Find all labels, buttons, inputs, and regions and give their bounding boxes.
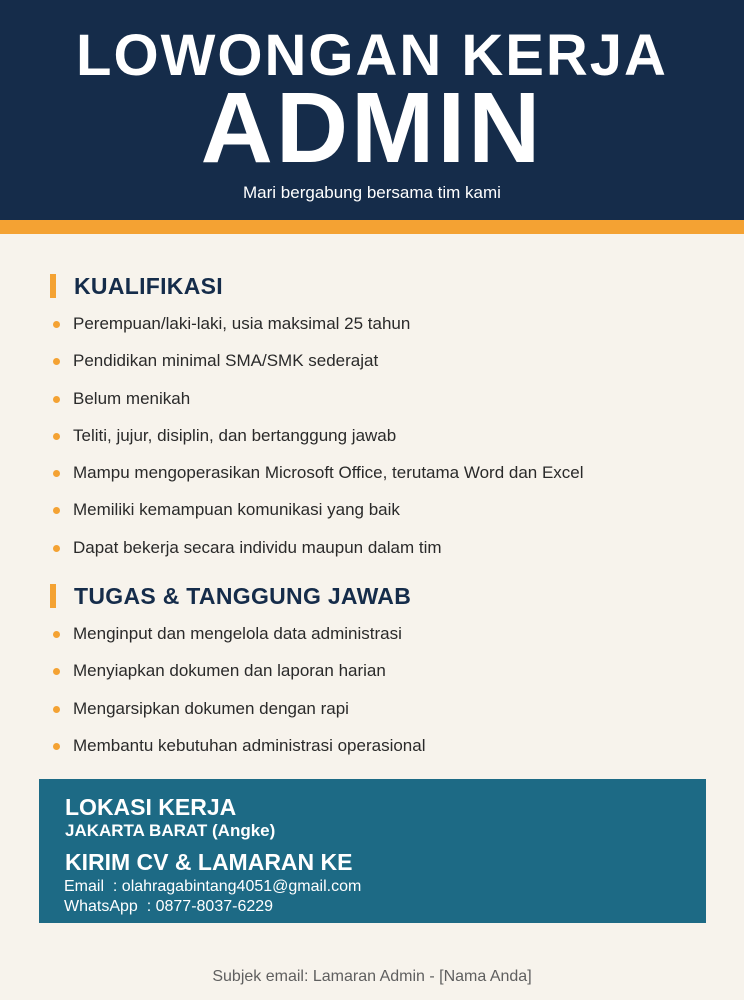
bullet-dot-icon — [53, 433, 60, 440]
list-item — [50, 623, 425, 660]
duties-heading: TUGAS & TANGGUNG JAWAB — [74, 582, 412, 609]
bullet-dot-icon — [53, 470, 60, 477]
list-item — [50, 388, 584, 425]
list-item — [50, 660, 425, 697]
list-item-text: Menginput dan mengelola data administrasi — [73, 624, 402, 643]
list-item-text: Mampu mengoperasikan Microsoft Office, terutama Word dan Excel — [73, 463, 584, 483]
qualifications-heading: KUALIFIKASI — [74, 272, 223, 299]
bullet-dot-icon — [53, 358, 60, 365]
list-item — [50, 425, 584, 462]
list-item — [50, 735, 425, 772]
list-item-text: Belum menikah — [73, 388, 191, 408]
location-heading: LOKASI KERJA — [65, 794, 237, 820]
section-marker — [50, 584, 56, 608]
list-item — [50, 313, 584, 350]
list-item — [50, 350, 584, 387]
location-value: JAKARTA BARAT (Angke) — [65, 821, 276, 840]
bullet-dot-icon — [53, 396, 60, 403]
section-qualifications-title — [50, 272, 223, 300]
list-item — [50, 499, 584, 536]
apply-heading: KIRIM CV & LAMARAN KE — [65, 849, 353, 875]
duties-list — [50, 623, 425, 772]
header-banner — [0, 0, 744, 220]
email-subject-note: Subjek email: Lamaran Admin - [Nama Anda] — [212, 968, 532, 985]
list-item-text: Perempuan/laki-laki, usia maksimal 25 tahun — [73, 314, 411, 333]
list-item-text: Membantu kebutuhan administrasi operasional — [73, 735, 426, 755]
header-subtitle: Mari bergabung bersama tim kami — [243, 183, 501, 202]
job-vacancy-title: LOWONGAN KERJA — [76, 23, 668, 88]
bullet-dot-icon — [53, 631, 60, 638]
bullet-dot-icon — [53, 321, 60, 328]
section-marker — [50, 274, 56, 298]
contact-box — [39, 779, 706, 923]
section-duties-title — [50, 582, 411, 610]
job-role-title: ADMIN — [200, 72, 544, 184]
list-item-text: Teliti, jujur, disiplin, dan bertanggung jawab — [73, 425, 397, 445]
qualifications-list — [50, 313, 584, 574]
list-item-text: Dapat bekerja secara individu maupun dalam tim — [73, 537, 442, 557]
accent-divider — [0, 220, 744, 234]
list-item — [50, 462, 584, 499]
list-item-text: Pendidikan minimal SMA/SMK sederajat — [73, 351, 379, 371]
bullet-dot-icon — [53, 706, 60, 713]
email-contact[interactable]: Email : olahragabintang4051@gmail.com — [64, 878, 362, 895]
list-item-text: Mengarsipkan dokumen dengan rapi — [73, 698, 349, 718]
bullet-dot-icon — [53, 545, 60, 552]
list-item-text: Menyiapkan dokumen dan laporan harian — [73, 661, 386, 681]
list-item — [50, 698, 425, 735]
list-item-text: Memiliki kemampuan komunikasi yang baik — [73, 500, 400, 520]
whatsapp-contact[interactable]: WhatsApp : 0877-8037-6229 — [64, 898, 274, 915]
list-item — [50, 537, 584, 574]
bullet-dot-icon — [53, 743, 60, 750]
bullet-dot-icon — [53, 507, 60, 514]
bullet-dot-icon — [53, 668, 60, 675]
